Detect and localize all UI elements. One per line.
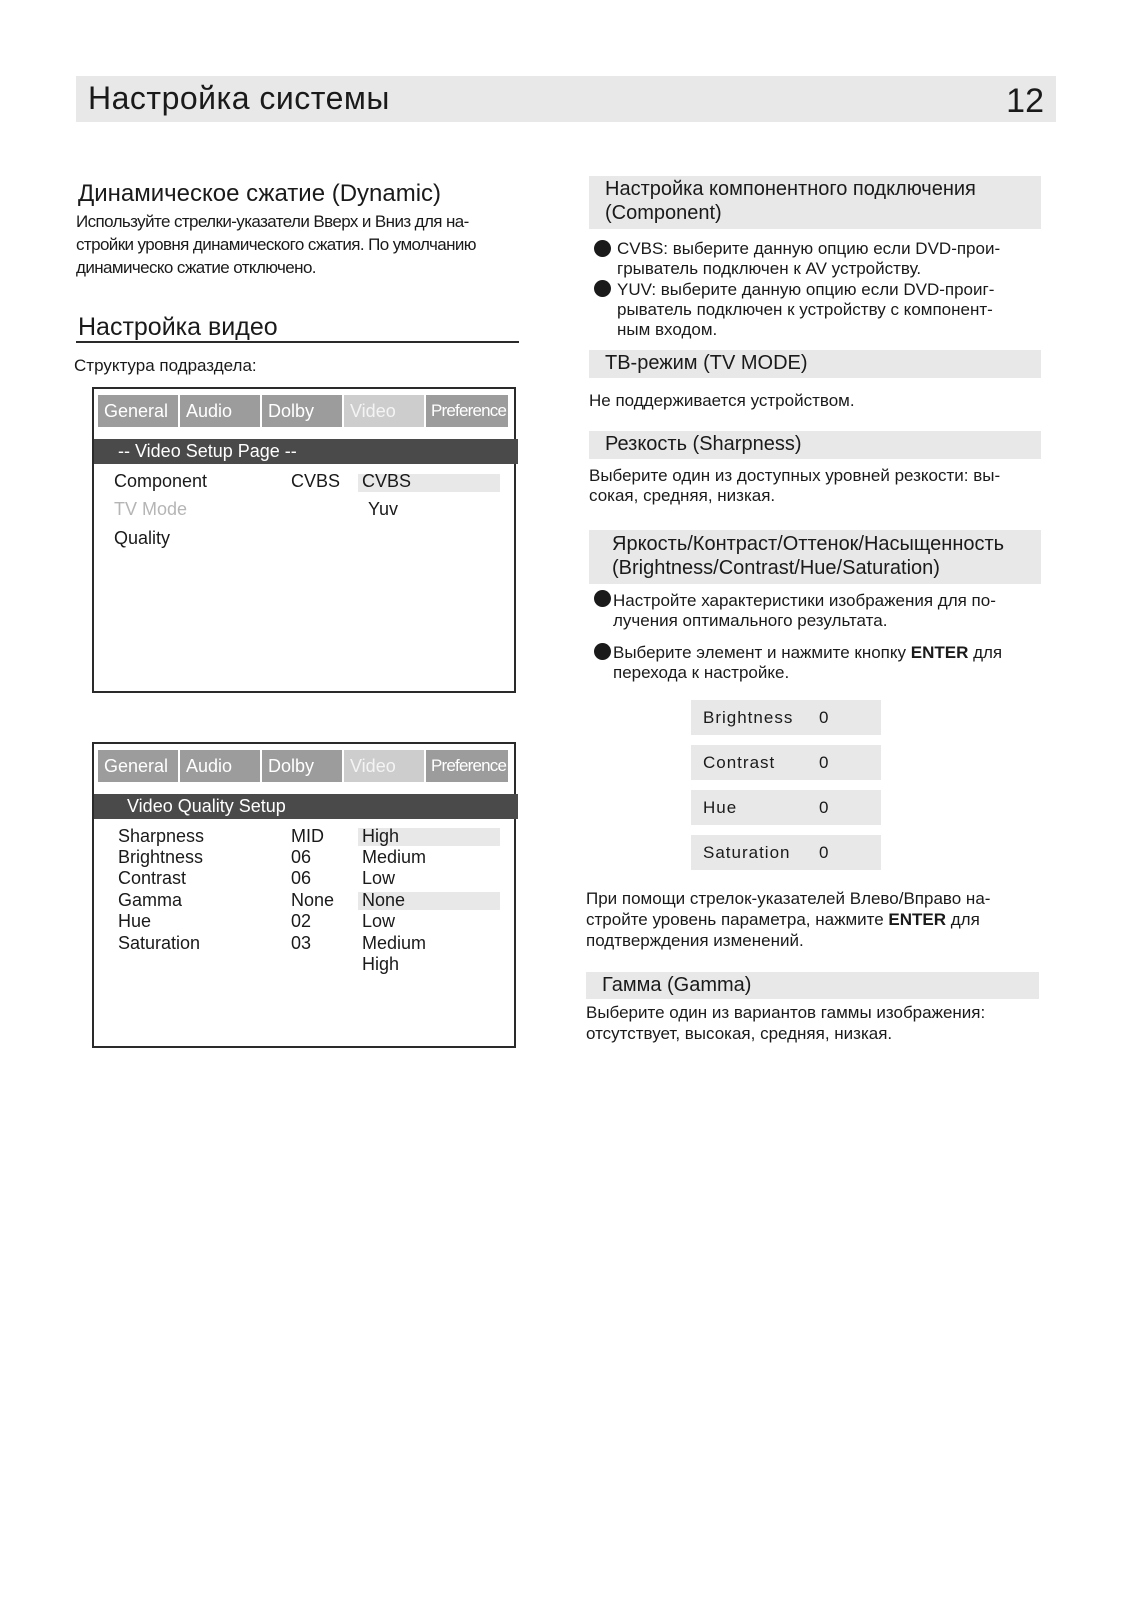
adjust-text — [586, 888, 990, 951]
menu-value: None — [291, 890, 335, 910]
text-line: подтверждения изменений. — [586, 931, 804, 950]
menu-item-brightness[interactable]: Brightness — [118, 847, 204, 867]
sharpness-section-bar — [589, 431, 1041, 459]
picture-title: Яркость/Контраст/Оттенок/Насыщенность — [612, 533, 1005, 555]
sharpness-text — [589, 466, 1000, 506]
menu-item-component[interactable]: Component — [114, 471, 208, 491]
param-label: Hue — [703, 798, 738, 817]
bullet-line: рыватель подключен к устройству с компонент- — [617, 300, 993, 319]
menu-item-sharpness[interactable]: Sharpness — [118, 826, 205, 846]
page-number: 12 — [1006, 82, 1044, 120]
param-saturation[interactable] — [691, 835, 881, 870]
bullet-icon — [594, 240, 611, 257]
sharpness-title: Резкость (Sharpness) — [605, 433, 802, 455]
menu-item-tv-mode[interactable]: TV Mode — [114, 499, 188, 519]
menu-value-component: CVBS — [291, 471, 341, 491]
param-value: 0 — [819, 708, 829, 727]
dynamic-text — [76, 210, 476, 279]
text-line: сокая, средняя, низкая. — [589, 486, 776, 505]
component-bullet-yuv — [617, 280, 994, 340]
dynamic-line: динамическо сжатие отключено. — [76, 258, 316, 277]
bullet-icon — [594, 590, 611, 607]
menu-option[interactable]: Medium — [362, 933, 427, 953]
text-segment: стройте уровень параметра, нажмите — [586, 910, 889, 929]
menu-value: MID — [291, 826, 324, 846]
component-subtitle: (Component) — [605, 202, 722, 224]
page-title: Настройка системы — [88, 80, 390, 116]
gamma-section-bar — [586, 972, 1039, 999]
bullet-icon — [594, 643, 611, 660]
menu-item-hue[interactable]: Hue — [118, 911, 152, 931]
video-setup-menu — [92, 387, 516, 693]
bullet-line: грыватель подключен к AV устройству. — [617, 259, 922, 278]
param-brightness[interactable] — [691, 700, 881, 735]
menu-item-gamma[interactable]: Gamma — [118, 890, 183, 910]
param-contrast[interactable] — [691, 745, 881, 780]
tv-mode-title: ТВ-режим (TV MODE) — [605, 352, 808, 374]
tab-general[interactable]: General — [98, 750, 178, 782]
param-value: 0 — [819, 843, 829, 862]
dynamic-line: стройки уровня динамического сжатия. По умолчанию — [76, 235, 476, 254]
page-header — [76, 76, 1056, 122]
param-label: Brightness — [703, 708, 794, 727]
param-label: Saturation — [703, 843, 791, 862]
text-segment: для — [946, 910, 980, 929]
menu-value: 02 — [291, 911, 312, 931]
param-value: 0 — [819, 798, 829, 817]
tab-audio[interactable]: Audio — [180, 395, 260, 427]
tab-audio[interactable]: Audio — [180, 750, 260, 782]
video-quality-menu — [92, 742, 516, 1048]
menu-option[interactable]: High — [362, 954, 400, 974]
menu-value: 03 — [291, 933, 312, 953]
text-line: отсутствует, высокая, средняя, низкая. — [586, 1024, 893, 1043]
tab-dolby[interactable]: Dolby — [262, 395, 342, 427]
bullet-line: ным входом. — [617, 320, 718, 339]
bullet-line — [613, 643, 1002, 663]
menu-item-saturation[interactable]: Saturation — [118, 933, 201, 953]
picture-subtitle: (Brightness/Contrast/Hue/Saturation) — [612, 557, 940, 579]
video-setup-title: Настройка видео — [78, 313, 278, 341]
picture-bullet-enter — [613, 643, 1002, 683]
picture-section-bar — [589, 530, 1041, 584]
menu-value: 06 — [291, 847, 312, 867]
bullet-line: лучения оптимального результата. — [613, 611, 888, 630]
menu-item-quality[interactable]: Quality — [114, 528, 171, 548]
menu-option[interactable]: Low — [362, 911, 396, 931]
menu-tabbar — [98, 750, 512, 782]
menu-option[interactable]: Medium — [362, 847, 427, 867]
param-label: Contrast — [703, 753, 776, 772]
text-line: При помощи стрелок-указателей Влево/Вправо на- — [586, 889, 991, 908]
menu-option[interactable]: None — [362, 890, 406, 910]
menu-option[interactable]: Low — [362, 868, 396, 888]
enter-key-label: ENTER — [888, 910, 947, 929]
picture-bullet-adjust — [613, 591, 996, 631]
gamma-title: Гамма (Gamma) — [602, 974, 752, 996]
component-section-bar — [589, 176, 1041, 229]
tab-preference[interactable]: Preference — [426, 395, 508, 427]
bullet-icon — [594, 280, 611, 297]
tv-mode-section-bar — [589, 350, 1041, 378]
menu-page-title: Video Quality Setup — [94, 794, 518, 819]
menu-option-yuv[interactable]: Yuv — [368, 499, 399, 519]
menu-value: 06 — [291, 868, 312, 888]
menu-option[interactable]: High — [362, 826, 400, 846]
text-segment: Выберите элемент и нажмите кнопку — [613, 643, 911, 662]
tab-video[interactable]: Video — [344, 395, 424, 427]
param-value: 0 — [819, 753, 829, 772]
component-title: Настройка компонентного подключения — [605, 178, 976, 200]
param-hue[interactable] — [691, 790, 881, 825]
tv-mode-text: Не поддерживается устройством. — [589, 391, 855, 410]
dynamic-title: Динамическое сжатие (Dynamic) — [78, 180, 442, 207]
gamma-text — [586, 1002, 985, 1044]
bullet-line: Настройте характеристики изображения для по- — [613, 591, 996, 610]
text-line: Выберите один из вариантов гаммы изображения: — [586, 1003, 986, 1022]
menu-page-title: -- Video Setup Page -- — [94, 439, 518, 464]
menu-tabbar — [98, 395, 512, 427]
text-line: Выберите один из доступных уровней резкости: вы- — [589, 466, 1001, 485]
bullet-line: YUV: выберите данную опцию если DVD-проиг- — [617, 280, 995, 299]
component-bullet-cvbs — [617, 239, 1000, 279]
bullet-line: перехода к настройке. — [613, 663, 790, 682]
menu-option-cvbs[interactable]: CVBS — [362, 471, 412, 491]
tab-video[interactable]: Video — [344, 750, 424, 782]
tab-dolby[interactable]: Dolby — [262, 750, 342, 782]
structure-label: Структура подраздела: — [74, 356, 257, 375]
dynamic-line: Используйте стрелки-указатели Вверх и Вниз для на- — [76, 212, 469, 231]
text-line — [586, 909, 990, 930]
text-segment: для — [968, 643, 1003, 662]
tab-preference[interactable]: Preference — [426, 750, 508, 782]
tab-general[interactable]: General — [98, 395, 178, 427]
section-divider — [76, 341, 519, 343]
enter-key-label: ENTER — [910, 643, 969, 662]
menu-item-contrast[interactable]: Contrast — [118, 868, 187, 888]
bullet-line: CVBS: выберите данную опцию если DVD-прои- — [617, 239, 1001, 258]
